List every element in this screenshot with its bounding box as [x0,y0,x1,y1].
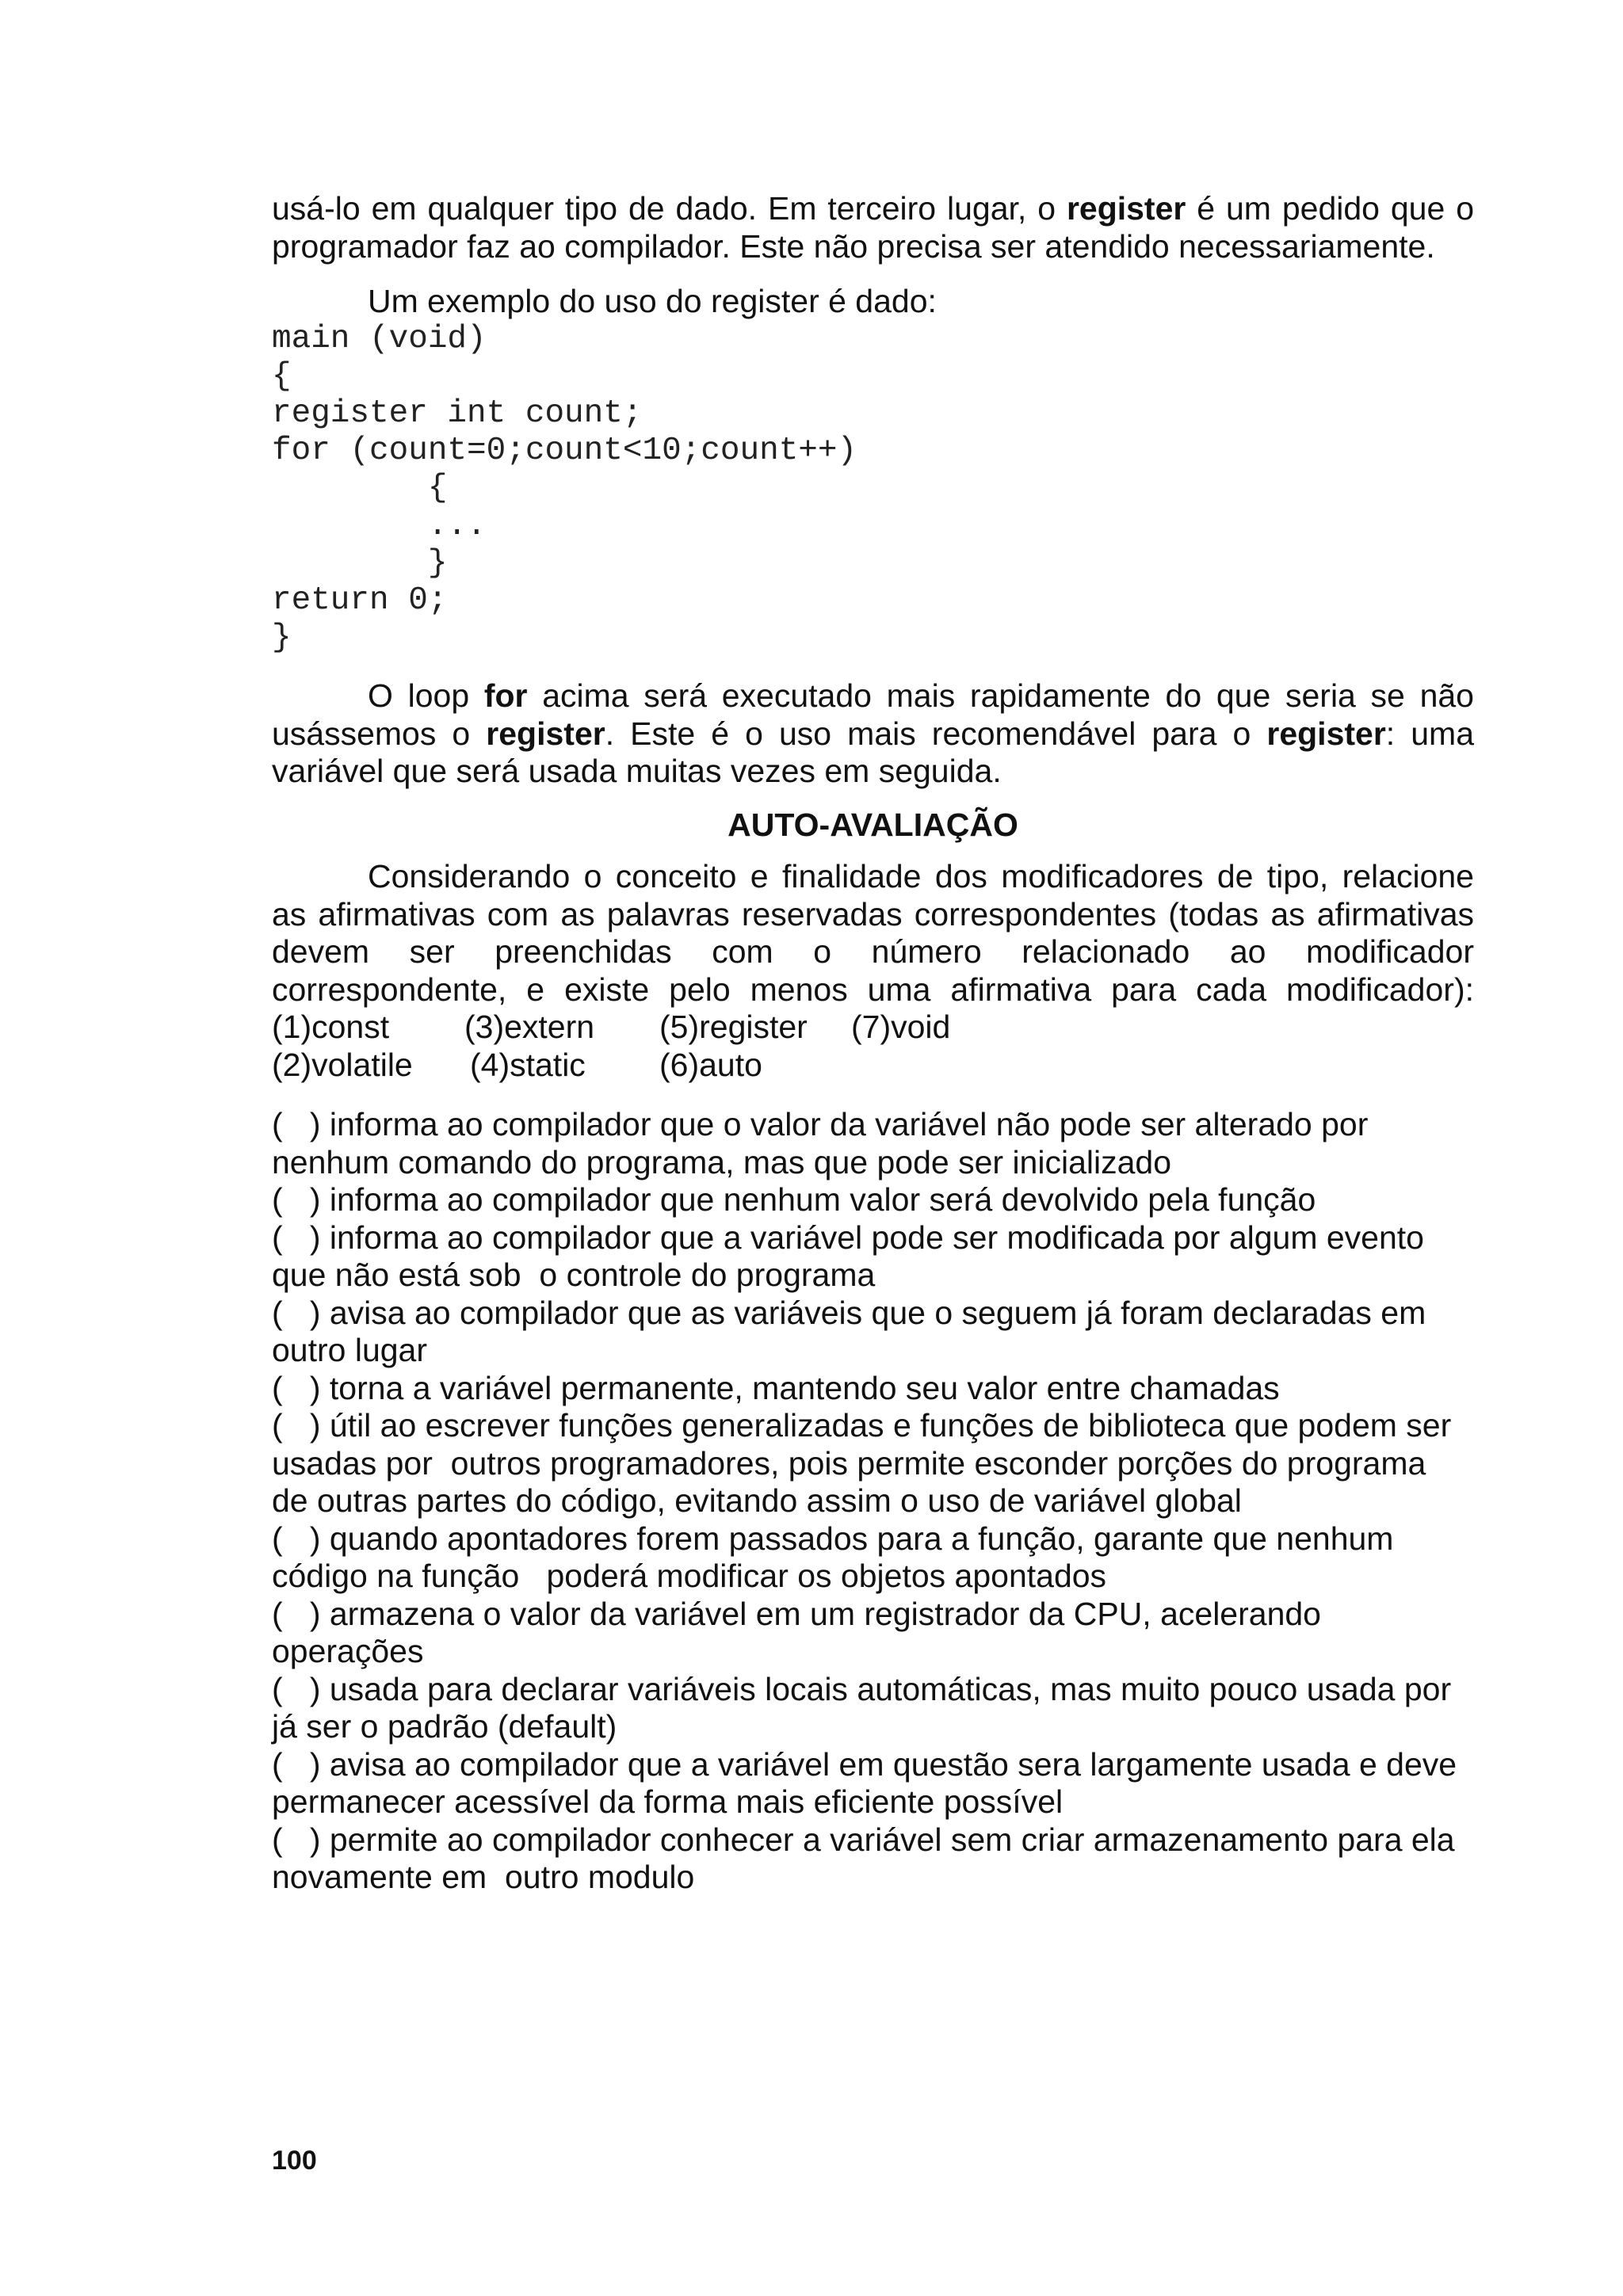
question-item [272,1106,1474,1181]
question-item [272,1295,1474,1370]
loop-text: . Este é o uso mais recomendável para o [605,715,1267,752]
code-line: for (count=0;count<10;count++) [272,433,857,470]
question-item [272,1407,1474,1520]
question-item [272,1746,1474,1821]
loop-bold-for: for [483,677,528,715]
loop-line-1 [272,677,1474,715]
question-line-continued: nenhum comando do programa, mas que pode ser inicializado [272,1143,1172,1180]
loop-text: O loop [368,677,484,715]
option-item: (5)register [659,1009,808,1046]
loop-text: usássemos o [272,715,487,752]
option-item: (1)const [272,1009,390,1046]
option-item: (4)static [470,1046,586,1083]
options-row-1 [272,1009,1474,1047]
question-item [272,1821,1474,1897]
code-line: return 0; [272,582,448,619]
loop-line-2 [272,715,1474,753]
intro-text: usá-lo em qualquer tipo de dado. Em terceiro lugar, o [272,190,1067,227]
code-block [272,321,1474,658]
question-item [272,1370,1474,1408]
question-line-first: ( ) quando apontadores forem passados para a função, garante que nenhum [272,1520,1394,1557]
option-item: (6)auto [659,1046,762,1083]
instructions-line-2: as afirmativas com as palavras reservadas correspondentes (todas as afirmativas [272,895,1474,933]
question-line-continued: novamente em outro modulo [272,1859,695,1896]
question-line-first: ( ) informa ao compilador que nenhum valor será devolvido pela função [272,1181,1316,1219]
question-line-first: ( ) usada para declarar variáveis locais automáticas, mas muito pouco usada por [272,1670,1452,1707]
question-line-first: ( ) avisa ao compilador que a variável em questão sera largamente usada e deve [272,1745,1457,1783]
code-line: } [272,544,448,582]
code-line: } [272,620,292,657]
instructions-line-3: devem ser preenchidas com o número relacionado ao modificador [272,933,1474,971]
question-line-first: ( ) informa ao compilador que o valor da variável não pode ser alterado por [272,1106,1369,1143]
question-item [272,1596,1474,1671]
code-line: main (void) [272,320,487,357]
question-line-continued: operações [272,1633,424,1670]
page-body [272,190,1474,1897]
instructions-line-1: Considerando o conceito e finalidade dos modificadores de tipo, relacione [368,858,1474,895]
option-item: (3)extern [464,1009,595,1046]
option-item: (2)volatile [272,1046,413,1083]
instructions-line-4: correspondente, e existe pelo menos uma afirmativa para cada modificador): [272,971,1474,1008]
loop-text: : uma [1385,715,1475,752]
question-line-continued: que não está sob o controle do programa [272,1257,876,1294]
intro-text: é um pedido que o [1186,190,1475,227]
question-line-first: ( ) informa ao compilador que a variável pode ser modificada por algum evento [272,1219,1424,1256]
question-line-continued: código na função poderá modificar os objetos apontados [272,1558,1107,1595]
question-line-continued: outro lugar [272,1332,428,1369]
loop-text: acima será executado mais rapidamente do que seria se não [527,677,1474,715]
question-line-first: ( ) armazena o valor da variável em um registrador da CPU, acelerando [272,1595,1321,1632]
question-line-continued: permanecer acessível da forma mais eficiente possível [272,1783,1064,1821]
question-item [272,1181,1474,1219]
loop-paragraph [272,677,1474,791]
code-line: ... [272,507,487,544]
question-item [272,1671,1474,1746]
example-intro: Um exemplo do uso do register é dado: [368,283,937,319]
question-item [272,1219,1474,1295]
question-line-continued: usadas por outros programadores, pois permite esconder porções do programa [272,1444,1426,1482]
code-line: { [272,357,292,395]
code-line: { [272,470,448,507]
loop-bold-register: register [486,715,605,752]
question-line-first: ( ) permite ao compilador conhecer a variável sem criar armazenamento para ela [272,1821,1455,1858]
option-item: (7)void [851,1009,951,1046]
question-line-continued: de outras partes do código, evitando assim o uso de variável global [272,1482,1242,1520]
question-item [272,1520,1474,1596]
loop-bold-register-2: register [1266,715,1386,752]
options-row-2 [272,1047,1474,1085]
instructions [272,858,1474,1009]
question-list [272,1106,1474,1897]
question-line-first: ( ) torna a variável permanente, mantendo seu valor entre chamadas [272,1369,1280,1406]
page-number: 100 [272,2145,317,2176]
loop-line-3: variável que será usada muitas vezes em seguida. [272,753,1002,790]
intro-bold-register: register [1066,190,1186,227]
intro-line-2: programador faz ao compilador. Este não precisa ser atendido necessariamente. [272,227,1435,265]
section-heading: AUTO-AVALIAÇÃO [727,806,1018,843]
intro-line-1 [272,190,1474,228]
question-line-continued: já ser o padrão (default) [272,1708,617,1745]
question-line-first: ( ) útil ao escrever funções generalizadas e funções de biblioteca que podem ser [272,1407,1452,1444]
code-line: register int count; [272,395,643,432]
question-line-first: ( ) avisa ao compilador que as variáveis que o seguem já foram declaradas em [272,1294,1426,1331]
